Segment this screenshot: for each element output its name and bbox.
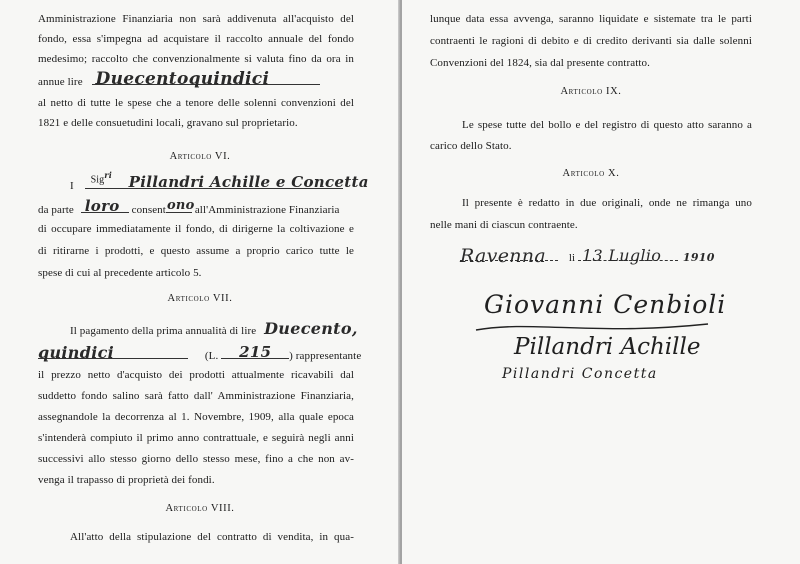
- signature-concetta: Pillandri Concetta: [502, 366, 658, 382]
- place-date-line: [460, 245, 715, 267]
- payment-amount-cont-field: [38, 343, 188, 362]
- payment-amount-cont-handwritten: quindici: [38, 343, 115, 362]
- payment-line: [70, 319, 358, 338]
- para-line: All'atto della stipulazione del contratto di vendita, in qua-: [70, 531, 354, 543]
- party-prefix: I: [70, 180, 74, 192]
- sig-text: Sig: [90, 174, 105, 185]
- consent-line: [38, 197, 340, 217]
- para-line: carico dello Stato.: [430, 140, 512, 152]
- para-line: 1821 e delle consuetudini locali, gravano sul proprietario.: [38, 117, 298, 129]
- para-line: al netto di tutte le spese che a tenore delle solenni convenzioni del: [38, 97, 354, 109]
- para-line: Il presente è redatto in due originali, onde ne rimanga uno: [462, 197, 752, 209]
- party-name-handwritten: Pillandri Achille e Concetta: [128, 173, 369, 191]
- right-page: [402, 0, 800, 564]
- para-line: Convenzioni del 1824, sia dal presente contratto.: [430, 57, 650, 69]
- payment-figure-handwritten: 215: [239, 343, 272, 361]
- para-line: di ritirarne i prodotti, e questo assume a proprio carico tutte le: [38, 245, 354, 257]
- signature-achille: Pillandri Achille: [514, 334, 701, 360]
- payment-amount-handwritten: Duecento,: [264, 319, 358, 338]
- para-line: medesimo; raccolto che convenzionalmente si valuta fino da ora in: [38, 53, 354, 65]
- sig-sup: ri: [104, 169, 113, 180]
- date-handwritten: 13 Luglio: [582, 246, 662, 265]
- article-heading: Articolo VI.: [169, 151, 231, 162]
- place-handwritten: Ravenna: [460, 245, 546, 267]
- signature-giovanni: Giovanni Cenbioli: [484, 290, 727, 319]
- para-line: fondo, essa s'impegna ad acquistare il raccolto annuale del fondo: [38, 33, 354, 45]
- consent-text: consent: [131, 204, 166, 216]
- consent-rest: all'Amministrazione Finanziaria: [194, 204, 340, 216]
- date-field: [578, 246, 678, 265]
- annue-lire-label: annue lire: [38, 76, 83, 88]
- para-line: spese di cui al precedente articolo 5.: [38, 267, 202, 279]
- para-line: nelle mani di ciascun contraente.: [430, 219, 578, 231]
- payment-prefix: Il pagamento della prima annualità di lire: [70, 325, 257, 337]
- payment-line-2: [38, 343, 362, 363]
- article-heading: Articolo VIII.: [165, 503, 235, 514]
- para-line: lunque data essa avvenga, saranno liquidate e sistemate tra le parti: [430, 13, 752, 25]
- article-heading: Articolo IX.: [560, 86, 622, 97]
- amount-field: [92, 69, 320, 89]
- sig-label: [91, 168, 113, 187]
- verb-ending-field: [166, 198, 195, 213]
- year-text: 1910: [682, 251, 715, 264]
- rappresentante-text: ) rappresentante: [289, 350, 362, 362]
- article-heading: Articolo VII.: [167, 293, 233, 304]
- verb-ending-handwritten: ono: [166, 198, 195, 213]
- da-parte-label: da parte: [38, 204, 74, 216]
- party-pronoun-field: [81, 197, 129, 215]
- para-line: assegnandole la decorrenza al 1. Novembre, 1909, alla quale epoca: [38, 411, 354, 423]
- para-line: contraenti le ragioni di debito e di credito derivanti sia dalle solenni: [430, 35, 752, 47]
- amount-handwritten: Duecentoquindici: [95, 69, 270, 89]
- para-line: s'intenderà compiuto il primo anno contrattuale, e seguirà negli anni: [38, 432, 354, 444]
- para-line: Amministrazione Finanziaria non sarà addivenuta all'acquisto del: [38, 13, 354, 25]
- para-line: di occupare immediatamente il fondo, di dirigerne la coltivazione e: [38, 223, 354, 235]
- li-text: li: [568, 252, 576, 264]
- place-field: [460, 245, 558, 267]
- payment-figure-field: [221, 343, 289, 361]
- party-field: [85, 169, 369, 191]
- para-line-annue: [38, 69, 320, 89]
- party-line: [70, 169, 369, 193]
- para-line: Le spese tutte del bollo e del registro di questo atto saranno a: [462, 119, 752, 131]
- payment-amount-field: [263, 319, 358, 338]
- lire-symbol: (L.: [204, 350, 219, 362]
- para-line: venga il trapasso di proprietà dei fondi.: [38, 474, 215, 486]
- para-line: suddetto fondo salino sarà fatto dall' Amministrazione Finanziaria,: [38, 390, 354, 402]
- pronoun-handwritten: loro: [84, 197, 120, 215]
- para-line: successivi allo stesso giorno dello stesso mese, fino a che non av-: [38, 453, 354, 465]
- para-line: il prezzo netto d'acquisto dei prodotti attualmente ricavabili dal: [38, 369, 354, 381]
- article-heading: Articolo X.: [562, 168, 620, 179]
